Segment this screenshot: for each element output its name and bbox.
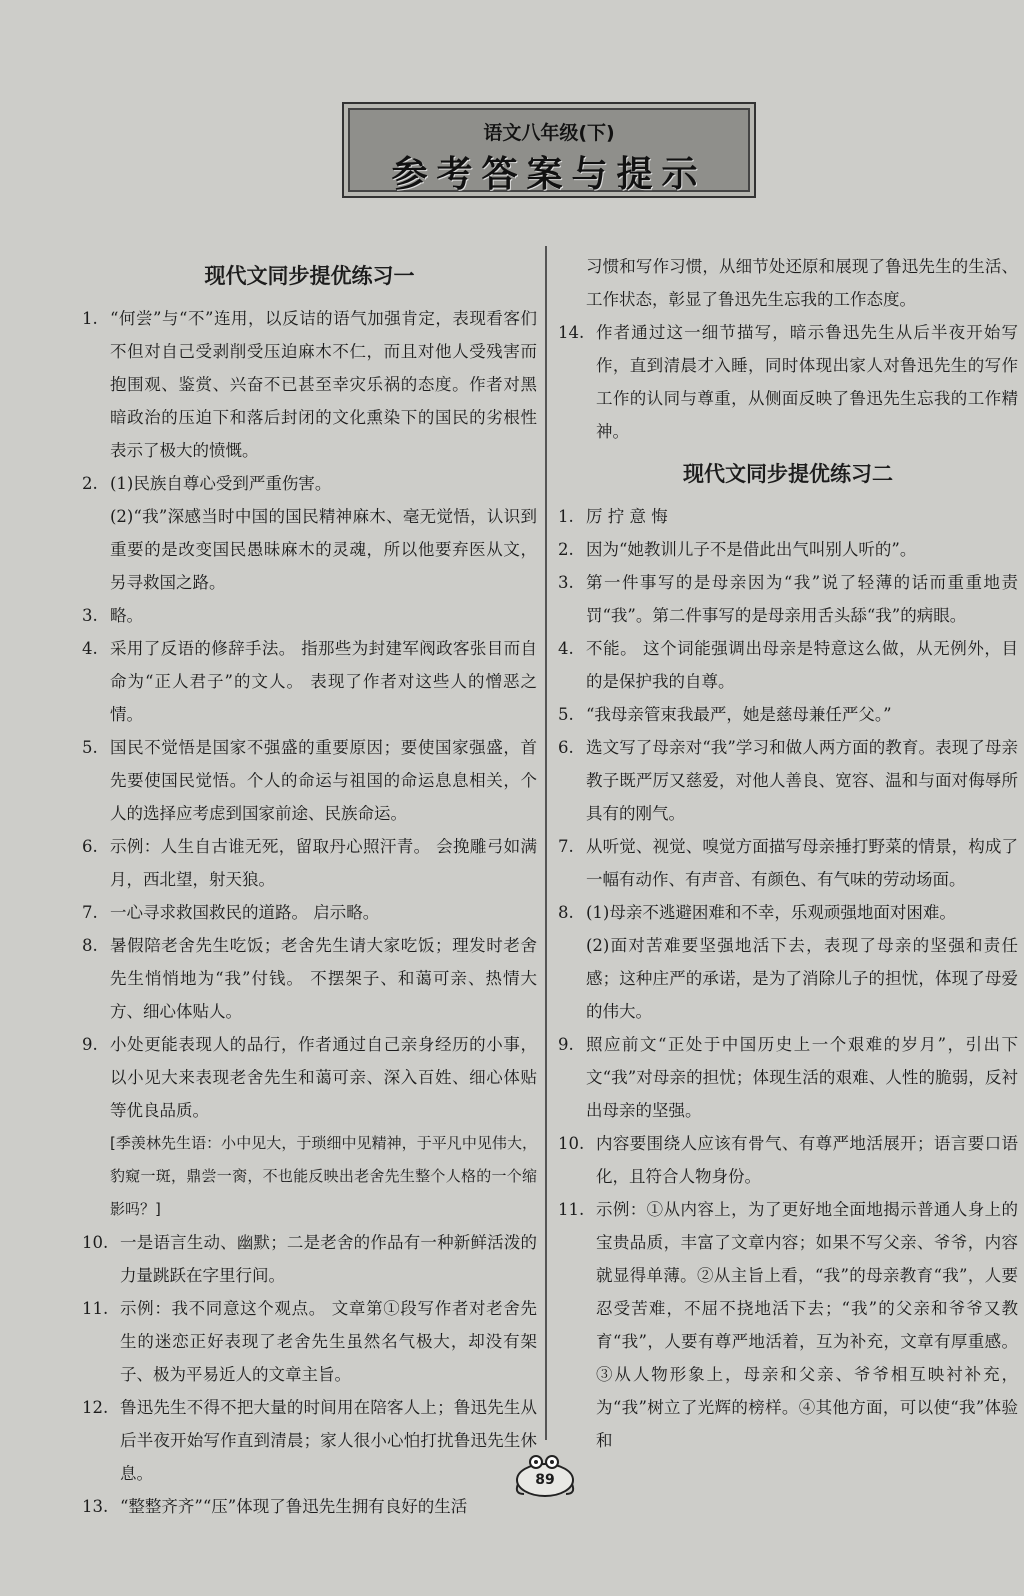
answer-number: 4. [82, 639, 98, 658]
answer-text: 厉 拧 意 悔 [586, 507, 668, 526]
answer-number: 14. [558, 323, 585, 342]
header-title: 参考答案与提示 [391, 154, 707, 195]
answer-number [82, 1127, 110, 1226]
answer-item [82, 1028, 537, 1127]
answer-number: 6. [558, 738, 574, 757]
answer-item [82, 896, 537, 929]
answer-text: 示例：人生自古谁无死，留取丹心照汗青。 会挽雕弓如满月，西北望，射天狼。 [110, 837, 537, 889]
answer-text: 小处更能表现人的品行，作者通过自己亲身经历的小事，以小见大来表现老舍先生和蔼可亲、深入百姓、细心体贴等优良品质。 [110, 1035, 537, 1120]
answer-item [82, 302, 537, 467]
answer-number: 8. [558, 903, 574, 922]
answer-number: 5. [558, 705, 574, 724]
answer-text: 鲁迅先生不得不把大量的时间用在陪客人上；鲁迅先生从后半夜开始写作直到清晨；家人很小心怕打扰鲁迅先生休息。 [120, 1398, 537, 1483]
answer-text: 内容要围绕人应该有骨气、有尊严地活展开；语言要口语化，且符合人物身份。 [596, 1134, 1018, 1186]
answer-text: 示例：我不同意这个观点。 文章第①段写作者对老舍先生的迷恋正好表现了老舍先生虽然名气极大，却没有架子、极为平易近人的文章主旨。 [120, 1299, 537, 1384]
answer-item [82, 1292, 537, 1391]
answer-item [82, 599, 537, 632]
answer-item [82, 467, 537, 500]
answer-number: 10. [558, 1134, 585, 1153]
answer-item [82, 731, 537, 830]
answer-text: 不能。 这个词能强调出母亲是特意这么做，从无例外，目的是保护我的自尊。 [586, 639, 1018, 691]
page-number-badge [510, 1450, 580, 1500]
answer-number: 9. [82, 1035, 98, 1054]
answer-item [82, 830, 537, 896]
answer-text: 选文写了母亲对“我”学习和做人两方面的教育。表现了母亲教子既严厉又慈爱，对他人善良、宽容、温和与面对侮辱所具有的刚气。 [586, 738, 1018, 823]
answer-number: 7. [82, 903, 98, 922]
column-divider [545, 246, 547, 1440]
answer-item [82, 1490, 537, 1523]
answer-number [558, 929, 586, 1028]
left-column [82, 250, 537, 1523]
answer-number: 3. [558, 573, 574, 592]
answer-number: 2. [558, 540, 574, 559]
answer-text: 第一件事写的是母亲因为“我”说了轻薄的话而重重地责罚“我”。第二件事写的是母亲用舌头舔“我”的病眼。 [586, 573, 1018, 625]
answer-number: 6. [82, 837, 98, 856]
answer-item [558, 698, 1018, 731]
answer-list-1 [82, 302, 537, 1523]
answer-list-1-cont [558, 316, 1018, 448]
answer-number: 4. [558, 639, 574, 658]
answer-text: (2)面对苦难要坚强地活下去，表现了母亲的坚强和责任感；这种庄严的承诺，是为了消除儿子的担忧，体现了母爱的伟大。 [586, 936, 1018, 1021]
answer-item [558, 632, 1018, 698]
answer-text: 示例：①从内容上，为了更好地全面地揭示普通人身上的宝贵品质，丰富了文章内容；如果不写父亲、爷爷，内容就显得单薄。②从主旨上看，“我”的母亲教育“我”，人要忍受苦难，不屈不挠地活下去；“我”的父亲和爷爷又教育“我”，人要有尊严地活着，互为补充，文章有厚重感。③从人物形象上，母亲和父亲、爷爷相互映衬补充，为“我”树立了光辉的榜样。④其他方面，可以使“我”体验和 [596, 1200, 1018, 1450]
answer-number: 5. [82, 738, 98, 757]
answer-number: 2. [82, 474, 98, 493]
answer-item [558, 1127, 1018, 1193]
answer-number: 7. [558, 837, 574, 856]
answer-item [82, 632, 537, 731]
answer-number: 1. [82, 309, 98, 328]
answer-text: 一心寻求救国救民的道路。 启示略。 [110, 903, 380, 922]
answer-text: 国民不觉悟是国家不强盛的重要原因；要使国家强盛，首先要使国民觉悟。个人的命运与祖国的命运息息相关，个人的选择应考虑到国家前途、民族命运。 [110, 738, 537, 823]
answer-text: 作者通过这一细节描写，暗示鲁迅先生从后半夜开始写作，直到清晨才入睡，同时体现出家人对鲁迅先生的写作工作的认同与尊重，从侧面反映了鲁迅先生忘我的工作精神。 [596, 323, 1018, 441]
answer-text: 暑假陪老舍先生吃饭；老舍先生请大家吃饭；理发时老舍先生悄悄地为“我”付钱。 不摆架子、和蔼可亲、热情大方、细心体贴人。 [110, 936, 537, 1021]
answer-item [558, 830, 1018, 896]
answer-item [558, 566, 1018, 632]
answer-number: 1. [558, 507, 574, 526]
answer-text: 一是语言生动、幽默；二是老舍的作品有一种新鲜活泼的力量跳跃在字里行间。 [120, 1233, 537, 1285]
answer-text: [季羡林先生语：小中见大，于琐细中见精神，于平凡中见伟大，豹窥一斑，鼎尝一脔，不也能反映出老舍先生整个人格的一个缩影吗？] [110, 1134, 537, 1218]
answer-text: 从听觉、视觉、嗅觉方面描写母亲捶打野菜的情景，构成了一幅有动作、有声音、有颜色、有气味的劳动场面。 [586, 837, 1018, 889]
answer-item [558, 1193, 1018, 1457]
answer-item [558, 896, 1018, 929]
right-column [558, 250, 1018, 1457]
answer-number: 11. [82, 1299, 109, 1318]
answer-number [82, 500, 110, 599]
header-banner [342, 102, 756, 198]
answer-number: 12. [82, 1398, 109, 1417]
answer-number: 9. [558, 1035, 574, 1054]
page-number: 89 [535, 1472, 555, 1488]
answer-number: 13. [82, 1497, 109, 1516]
answer-item [558, 316, 1018, 448]
answer-number: 10. [82, 1233, 109, 1252]
continuation-text: 习惯和写作习惯，从细节处还原和展现了鲁迅先生的生活、工作状态，彰显了鲁迅先生忘我的工作态度。 [586, 257, 1018, 309]
answer-text: 照应前文“正处于中国历史上一个艰难的岁月”，引出下文“我”对母亲的担忧；体现生活的艰难、人性的脆弱，反衬出母亲的坚强。 [586, 1035, 1018, 1120]
answer-item [558, 929, 1018, 1028]
answer-text: (1)民族自尊心受到严重伤害。 [110, 474, 332, 493]
answer-item [558, 731, 1018, 830]
answer-number: 11. [558, 1200, 585, 1219]
answer-text: “整整齐齐”“压”体现了鲁迅先生拥有良好的生活 [120, 1497, 468, 1516]
answer-item [558, 1028, 1018, 1127]
answer-text: 采用了反语的修辞手法。 指那些为封建军阀政客张目而自命为“正人君子”的文人。 表现了作者对这些人的憎恶之情。 [110, 639, 537, 724]
answer-text: “何尝”与“不”连用，以反诘的语气加强肯定，表现看客们不但对自己受剥削受压迫麻木不仁，而且对他人受残害而抱围观、鉴赏、兴奋不已甚至幸灾乐祸的态度。作者对黑暗政治的压迫下和落后封闭的文化熏染下的国民的劣根性表示了极大的愤慨。 [110, 309, 537, 460]
section-title-1: 现代文同步提优练习一 [204, 264, 415, 288]
answer-text: “我母亲管束我最严，她是慈母兼任严父。” [586, 705, 892, 724]
answer-item [82, 1127, 537, 1226]
answer-text: 略。 [110, 606, 143, 625]
answer-item [82, 1226, 537, 1292]
answer-text: (2)“我”深感当时中国的国民精神麻木、毫无觉悟，认识到重要的是改变国民愚昧麻木的灵魂，所以他要弃医从文，另寻救国之路。 [110, 507, 537, 592]
answer-number: 8. [82, 936, 98, 955]
answer-text: 因为“她教训儿子不是借此出气叫别人听的”。 [586, 540, 917, 559]
answer-item [82, 1391, 537, 1490]
answer-text: (1)母亲不逃避困难和不幸，乐观顽强地面对困难。 [586, 903, 956, 922]
answer-list-2 [558, 500, 1018, 1457]
header-subtitle: 语文八年级(下) [483, 122, 615, 144]
answer-number: 3. [82, 606, 98, 625]
answer-item [82, 500, 537, 599]
answer-item [82, 929, 537, 1028]
answer-item [558, 533, 1018, 566]
answer-item [558, 500, 1018, 533]
section-title-2: 现代文同步提优练习二 [683, 462, 893, 486]
